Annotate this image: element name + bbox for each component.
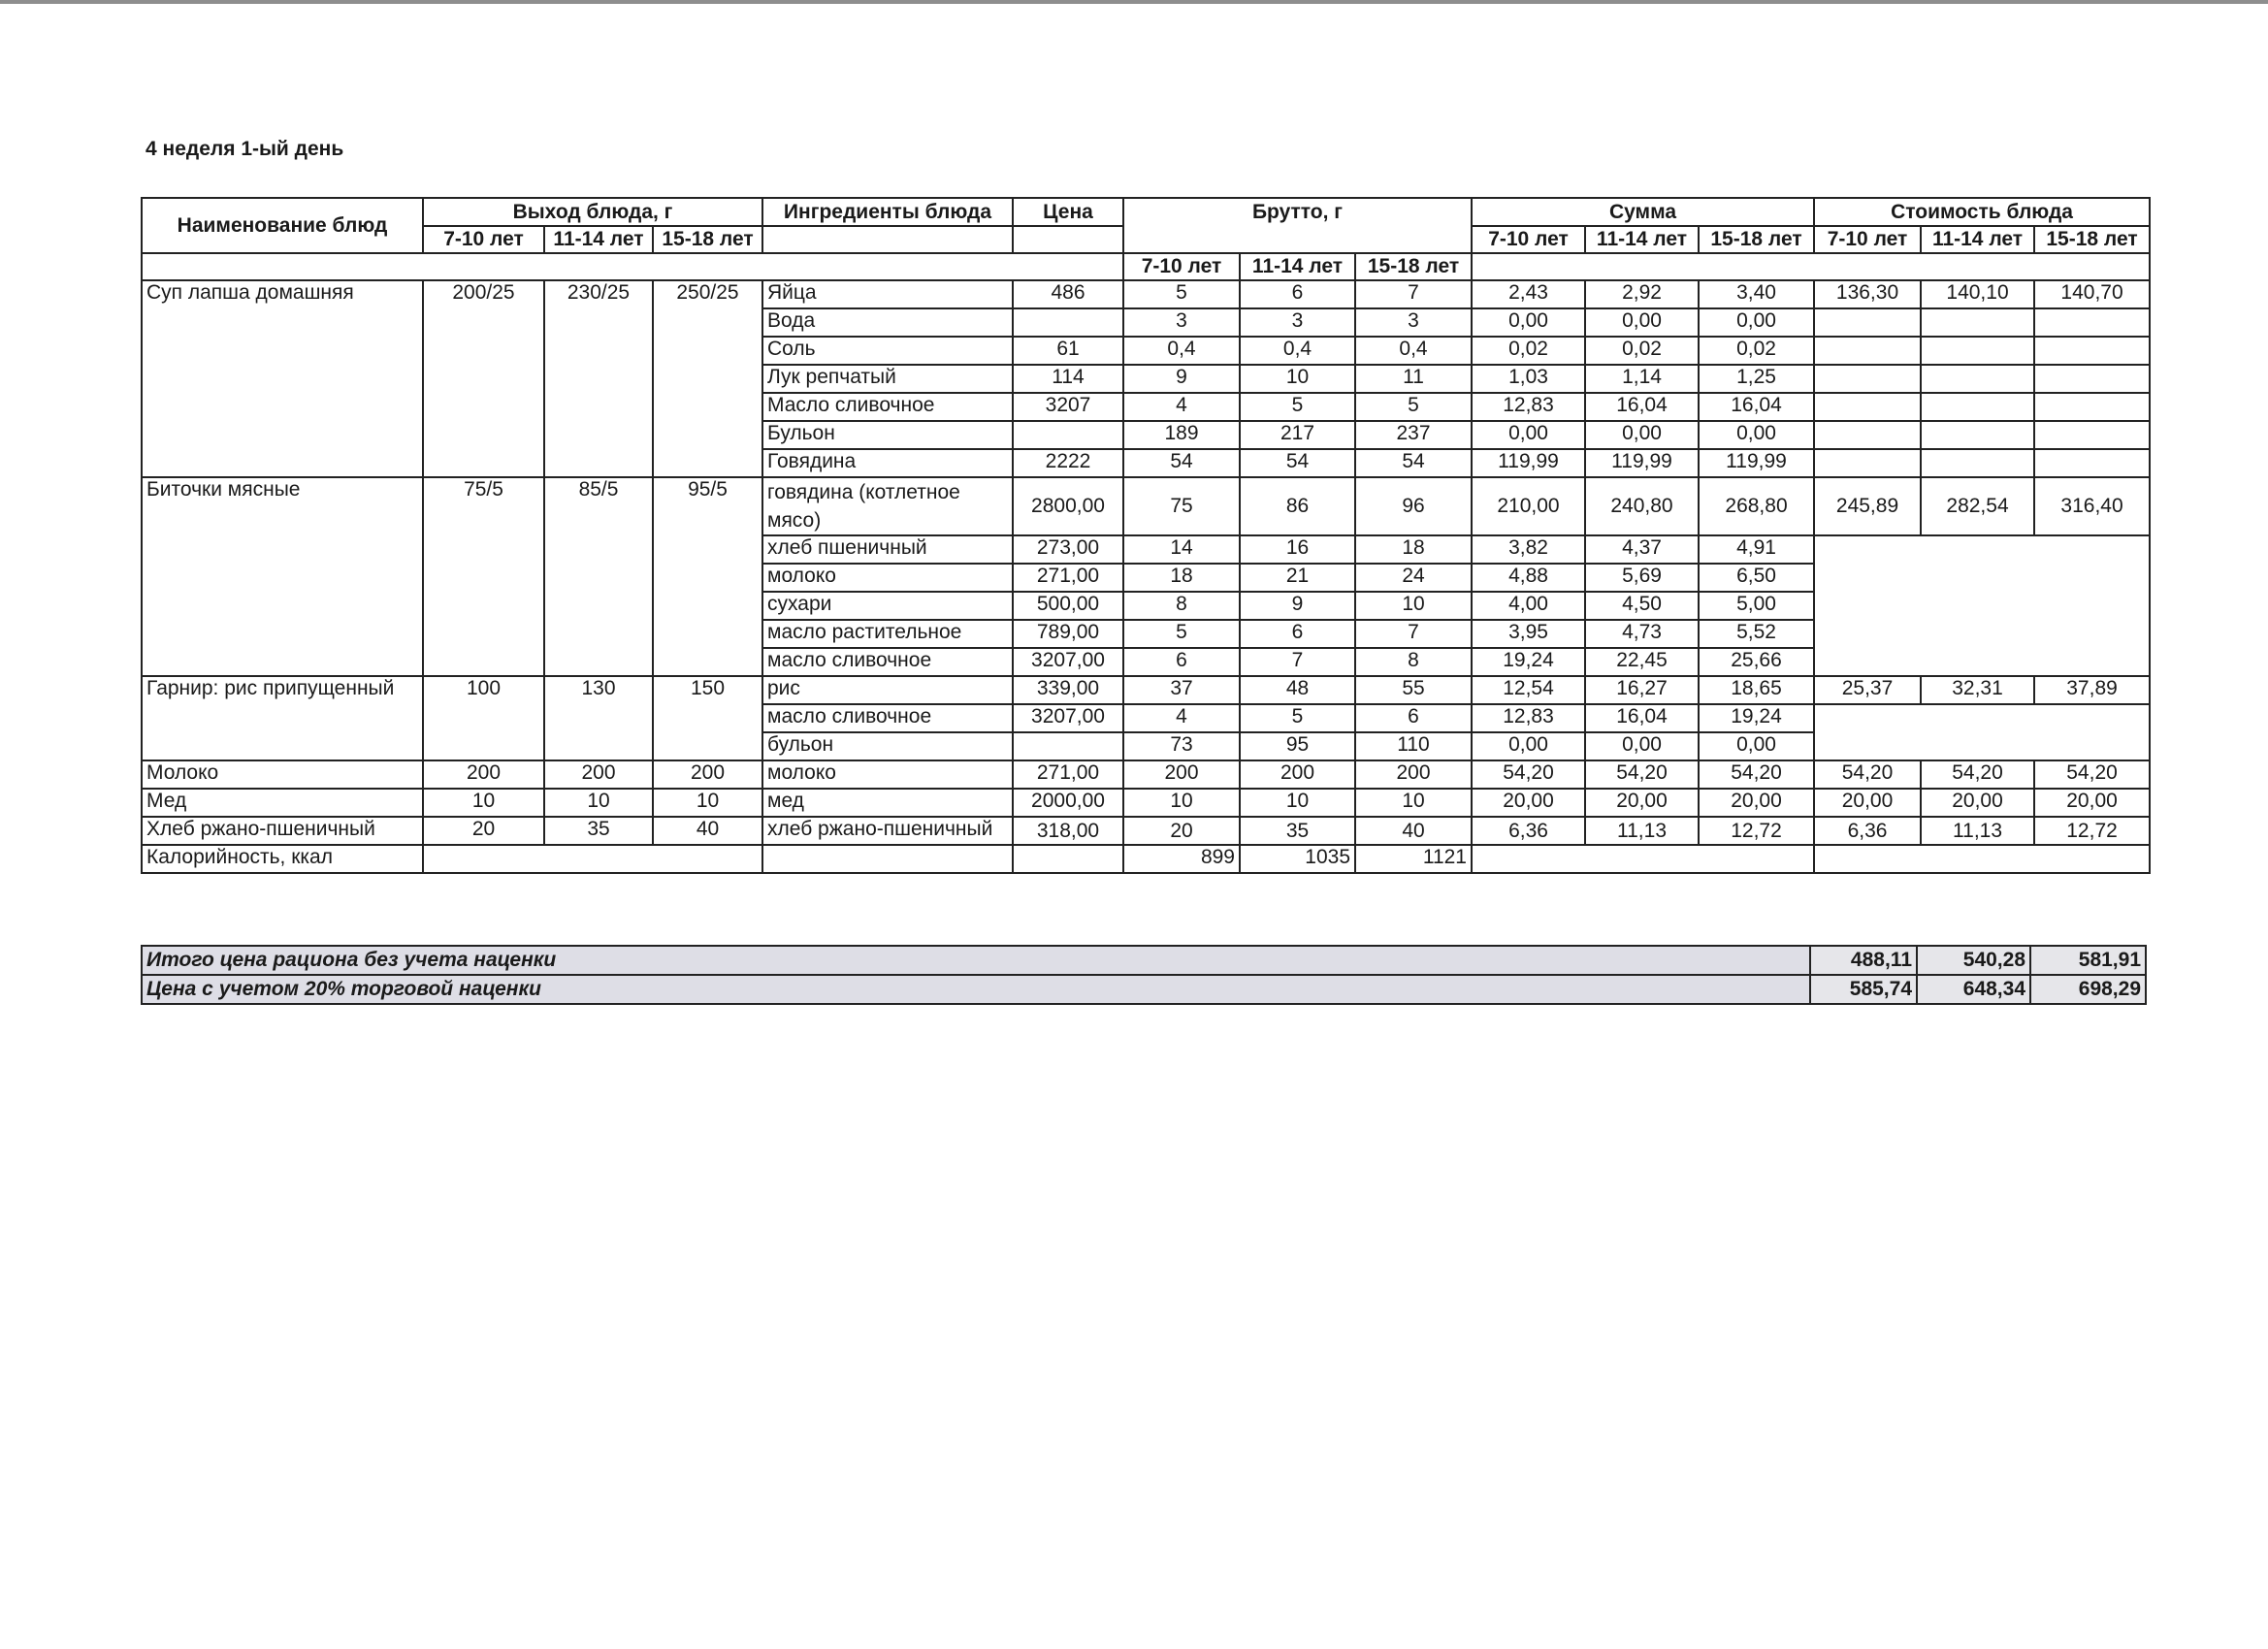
ingredient-brutto: 18 (1355, 535, 1472, 564)
dish-cost: 282,54 (1921, 477, 2034, 535)
ingredient-price: 500,00 (1013, 592, 1123, 620)
ingredient-sum: 0,00 (1472, 732, 1585, 760)
dish-cost: 54,20 (1921, 760, 2034, 789)
ingredient-brutto: 0,4 (1240, 337, 1355, 365)
ingredient-row (142, 789, 2150, 817)
dish-cost-blank (1921, 365, 2034, 393)
dish-cost-blank (1814, 704, 2150, 760)
dish-cost-blank (1814, 421, 1921, 449)
dish-cost-blank (1921, 421, 2034, 449)
dish-yield: 85/5 (544, 477, 653, 676)
ingredient-sum: 2,43 (1472, 280, 1585, 308)
ingredient-sum: 5,69 (1585, 564, 1699, 592)
header-right-spacer (1472, 253, 2150, 280)
ingredient-sum: 4,50 (1585, 592, 1699, 620)
dish-yield: 130 (544, 676, 653, 760)
ingredient-brutto: 54 (1240, 449, 1355, 477)
total-row-base (142, 946, 2146, 975)
ingredient-name: Лук репчатый (762, 365, 1013, 393)
header-price-blank (1013, 226, 1123, 253)
ingredient-sum: 3,95 (1472, 620, 1585, 648)
ingredient-price (1013, 732, 1123, 760)
ingredient-brutto: 6 (1123, 648, 1240, 676)
ingredient-sum: 119,99 (1472, 449, 1585, 477)
header-dish-name: Наименование блюд (142, 198, 423, 253)
header-price: Цена (1013, 198, 1123, 226)
ingredient-sum: 1,25 (1699, 365, 1814, 393)
ingredient-row (142, 676, 2150, 704)
dish-cost-blank (2034, 308, 2150, 337)
total-base-11-14: 540,28 (1917, 946, 2030, 975)
total-markup-label: Цена с учетом 20% торговой наценки (142, 975, 1810, 1004)
header-brutto: Брутто, г (1123, 198, 1472, 253)
ingredient-brutto: 9 (1240, 592, 1355, 620)
ingredient-brutto: 200 (1123, 760, 1240, 789)
ingredient-brutto: 14 (1123, 535, 1240, 564)
ingredient-sum: 0,02 (1699, 337, 1814, 365)
ingredient-sum: 1,14 (1585, 365, 1699, 393)
ingredient-brutto: 3 (1355, 308, 1472, 337)
dish-cost: 54,20 (1814, 760, 1921, 789)
ingredient-price: 789,00 (1013, 620, 1123, 648)
dish-cost-blank (1814, 535, 2150, 676)
ingredient-name: Говядина (762, 449, 1013, 477)
ingredient-sum: 6,36 (1472, 817, 1585, 845)
ingredient-sum: 0,00 (1585, 308, 1699, 337)
ingredient-brutto: 11 (1355, 365, 1472, 393)
ingredient-sum: 4,88 (1472, 564, 1585, 592)
menu-cost-table (141, 197, 2151, 874)
ingredient-sum: 0,00 (1472, 308, 1585, 337)
dish-cost-blank (2034, 337, 2150, 365)
ingredient-brutto: 110 (1355, 732, 1472, 760)
ingredient-sum: 20,00 (1472, 789, 1585, 817)
ingredient-price: 271,00 (1013, 564, 1123, 592)
ingredient-price: 273,00 (1013, 535, 1123, 564)
ingredient-brutto: 20 (1123, 817, 1240, 845)
dish-yield: 250/25 (653, 280, 762, 477)
dish-cost-blank (1921, 393, 2034, 421)
header-dish-cost: Стоимость блюда (1814, 198, 2150, 226)
ingredient-sum: 4,91 (1699, 535, 1814, 564)
ingredient-sum: 3,82 (1472, 535, 1585, 564)
ingredient-name: хлеб пшеничный (762, 535, 1013, 564)
dish-yield: 40 (653, 817, 762, 845)
dish-cost: 32,31 (1921, 676, 2034, 704)
header-brutto-age-15-18: 15-18 лет (1355, 253, 1472, 280)
dish-name: Биточки мясные (142, 477, 423, 676)
ingredient-price: 2222 (1013, 449, 1123, 477)
ingredient-price: 318,00 (1013, 817, 1123, 845)
header-yield-age-7-10: 7-10 лет (423, 226, 544, 253)
header-yield: Выход блюда, г (423, 198, 762, 226)
ingredient-name: Яйца (762, 280, 1013, 308)
dish-name: Молоко (142, 760, 423, 789)
dish-cost-blank (2034, 393, 2150, 421)
dish-yield: 20 (423, 817, 544, 845)
dish-cost: 37,89 (2034, 676, 2150, 704)
header-cost-age-11-14: 11-14 лет (1921, 226, 2034, 253)
ingredient-name: бульон (762, 732, 1013, 760)
totals-table (141, 945, 2147, 1005)
total-base-7-10: 488,11 (1810, 946, 1917, 975)
ingredient-sum: 0,02 (1585, 337, 1699, 365)
ingredient-sum: 4,37 (1585, 535, 1699, 564)
ingredient-sum: 5,52 (1699, 620, 1814, 648)
ingredient-sum: 119,99 (1699, 449, 1814, 477)
ingredient-brutto: 5 (1240, 393, 1355, 421)
ingredient-sum: 12,83 (1472, 393, 1585, 421)
ingredient-brutto: 5 (1123, 280, 1240, 308)
ingredient-brutto: 54 (1123, 449, 1240, 477)
ingredient-sum: 0,00 (1585, 421, 1699, 449)
ingredient-sum: 210,00 (1472, 477, 1585, 535)
dish-cost-blank (1814, 337, 1921, 365)
ingredient-brutto: 0,4 (1123, 337, 1240, 365)
ingredient-sum: 5,00 (1699, 592, 1814, 620)
ingredient-name: Вода (762, 308, 1013, 337)
total-row-markup (142, 975, 2146, 1004)
ingredient-price: 486 (1013, 280, 1123, 308)
ingredient-brutto: 3 (1123, 308, 1240, 337)
dish-yield: 10 (544, 789, 653, 817)
ingredient-price: 2000,00 (1013, 789, 1123, 817)
ingredient-sum: 6,50 (1699, 564, 1814, 592)
ingredient-name: рис (762, 676, 1013, 704)
ingredient-sum: 4,73 (1585, 620, 1699, 648)
dish-cost: 25,37 (1814, 676, 1921, 704)
ingredient-brutto: 6 (1240, 280, 1355, 308)
ingredient-sum: 0,00 (1699, 732, 1814, 760)
ingredient-sum: 12,83 (1472, 704, 1585, 732)
dish-cost-blank (1814, 449, 1921, 477)
header-yield-age-15-18: 15-18 лет (653, 226, 762, 253)
ingredient-brutto: 54 (1355, 449, 1472, 477)
ingredient-price: 339,00 (1013, 676, 1123, 704)
dish-cost-blank (1921, 337, 2034, 365)
dish-yield: 150 (653, 676, 762, 760)
ingredient-sum: 18,65 (1699, 676, 1814, 704)
calories-value-7-10: 899 (1123, 845, 1240, 873)
ingredient-sum: 54,20 (1472, 760, 1585, 789)
ingredient-brutto: 95 (1240, 732, 1355, 760)
ingredient-brutto: 75 (1123, 477, 1240, 535)
dish-yield: 10 (423, 789, 544, 817)
ingredient-sum: 54,20 (1585, 760, 1699, 789)
dish-name: Мед (142, 789, 423, 817)
ingredient-brutto: 10 (1123, 789, 1240, 817)
ingredient-brutto: 6 (1355, 704, 1472, 732)
ingredient-brutto: 0,4 (1355, 337, 1472, 365)
ingredient-sum: 240,80 (1585, 477, 1699, 535)
dish-cost-blank (1921, 308, 2034, 337)
dish-cost: 245,89 (1814, 477, 1921, 535)
header-sum-age-11-14: 11-14 лет (1585, 226, 1699, 253)
ingredient-price (1013, 308, 1123, 337)
header-brutto-age-11-14: 11-14 лет (1240, 253, 1355, 280)
ingredient-brutto: 10 (1355, 789, 1472, 817)
ingredient-brutto: 18 (1123, 564, 1240, 592)
ingredient-sum: 54,20 (1699, 760, 1814, 789)
ingredient-sum: 19,24 (1472, 648, 1585, 676)
ingredient-name: сухари (762, 592, 1013, 620)
ingredient-row (142, 760, 2150, 789)
dish-cost: 20,00 (2034, 789, 2150, 817)
ingredient-price: 114 (1013, 365, 1123, 393)
calories-value-11-14: 1035 (1240, 845, 1355, 873)
ingredient-brutto: 35 (1240, 817, 1355, 845)
ingredient-brutto: 10 (1240, 789, 1355, 817)
ingredient-brutto: 37 (1123, 676, 1240, 704)
ingredient-row (142, 817, 2150, 845)
ingredient-brutto: 55 (1355, 676, 1472, 704)
dish-yield: 230/25 (544, 280, 653, 477)
header-sum-age-15-18: 15-18 лет (1699, 226, 1814, 253)
header-sum-age-7-10: 7-10 лет (1472, 226, 1585, 253)
ingredient-sum: 0,00 (1699, 421, 1814, 449)
dish-yield: 95/5 (653, 477, 762, 676)
ingredient-brutto: 21 (1240, 564, 1355, 592)
dish-name: Гарнир: рис припущенный (142, 676, 423, 760)
ingredient-sum: 12,72 (1699, 817, 1814, 845)
calories-label: Калорийность, ккал (142, 845, 423, 873)
dish-cost-blank (1814, 365, 1921, 393)
calories-cost-blank (1814, 845, 2150, 873)
dish-cost: 6,36 (1814, 817, 1921, 845)
ingredient-brutto: 217 (1240, 421, 1355, 449)
header-cost-age-7-10: 7-10 лет (1814, 226, 1921, 253)
header-brutto-age-7-10: 7-10 лет (1123, 253, 1240, 280)
ingredient-brutto: 6 (1240, 620, 1355, 648)
dish-yield: 35 (544, 817, 653, 845)
ingredient-brutto: 189 (1123, 421, 1240, 449)
calories-sum-blank (1472, 845, 1814, 873)
dish-yield: 200/25 (423, 280, 544, 477)
ingredient-brutto: 5 (1240, 704, 1355, 732)
ingredient-brutto: 4 (1123, 393, 1240, 421)
ingredient-sum: 12,54 (1472, 676, 1585, 704)
ingredient-price: 271,00 (1013, 760, 1123, 789)
ingredient-sum: 25,66 (1699, 648, 1814, 676)
ingredient-name: мед (762, 789, 1013, 817)
ingredient-price: 3207,00 (1013, 648, 1123, 676)
ingredient-sum: 3,40 (1699, 280, 1814, 308)
header-yield-age-11-14: 11-14 лет (544, 226, 653, 253)
dish-yield: 100 (423, 676, 544, 760)
ingredient-name: масло растительное (762, 620, 1013, 648)
ingredient-brutto: 40 (1355, 817, 1472, 845)
ingredient-sum: 268,80 (1699, 477, 1814, 535)
ingredient-name: молоко (762, 760, 1013, 789)
dish-yield: 10 (653, 789, 762, 817)
ingredient-brutto: 8 (1123, 592, 1240, 620)
dish-cost: 20,00 (1921, 789, 2034, 817)
ingredient-brutto: 48 (1240, 676, 1355, 704)
ingredient-sum: 19,24 (1699, 704, 1814, 732)
dish-yield: 200 (653, 760, 762, 789)
ingredient-brutto: 237 (1355, 421, 1472, 449)
ingredient-brutto: 8 (1355, 648, 1472, 676)
dish-cost: 54,20 (2034, 760, 2150, 789)
dish-cost-blank (1921, 449, 2034, 477)
ingredient-sum: 119,99 (1585, 449, 1699, 477)
calories-value-15-18: 1121 (1355, 845, 1472, 873)
dish-cost-blank (2034, 449, 2150, 477)
dish-cost: 136,30 (1814, 280, 1921, 308)
ingredient-name: Масло сливочное (762, 393, 1013, 421)
ingredient-sum: 2,92 (1585, 280, 1699, 308)
ingredient-brutto: 16 (1240, 535, 1355, 564)
ingredient-brutto: 86 (1240, 477, 1355, 535)
calories-yield-blank (423, 845, 762, 873)
ingredient-brutto: 7 (1355, 620, 1472, 648)
ingredient-brutto: 200 (1355, 760, 1472, 789)
dish-cost: 140,10 (1921, 280, 2034, 308)
ingredient-sum: 0,00 (1699, 308, 1814, 337)
ingredient-sum: 0,00 (1585, 732, 1699, 760)
ingredient-name: Соль (762, 337, 1013, 365)
ingredient-brutto: 4 (1123, 704, 1240, 732)
dish-cost: 12,72 (2034, 817, 2150, 845)
ingredient-brutto: 10 (1355, 592, 1472, 620)
total-base-label: Итого цена рациона без учета наценки (142, 946, 1810, 975)
ingredient-price: 3207,00 (1013, 704, 1123, 732)
header-ingredients: Ингредиенты блюда (762, 198, 1013, 226)
total-markup-11-14: 648,34 (1917, 975, 2030, 1004)
scan-top-edge (0, 0, 2268, 4)
ingredient-sum: 16,04 (1585, 393, 1699, 421)
ingredient-sum: 20,00 (1699, 789, 1814, 817)
total-base-15-18: 581,91 (2030, 946, 2146, 975)
dish-cost: 140,70 (2034, 280, 2150, 308)
ingredient-sum: 4,00 (1472, 592, 1585, 620)
ingredient-name: Бульон (762, 421, 1013, 449)
dish-name: Суп лапша домашняя (142, 280, 423, 477)
ingredient-sum: 16,04 (1585, 704, 1699, 732)
total-markup-7-10: 585,74 (1810, 975, 1917, 1004)
ingredient-sum: 1,03 (1472, 365, 1585, 393)
ingredient-row (142, 477, 2150, 535)
header-sum: Сумма (1472, 198, 1814, 226)
ingredient-brutto: 7 (1240, 648, 1355, 676)
ingredient-name: молоко (762, 564, 1013, 592)
ingredient-row (142, 280, 2150, 308)
ingredient-name: говядина (котлетное мясо) (762, 477, 1013, 535)
ingredient-sum: 0,00 (1472, 421, 1585, 449)
ingredient-price: 2800,00 (1013, 477, 1123, 535)
ingredient-sum: 0,02 (1472, 337, 1585, 365)
ingredient-brutto: 5 (1123, 620, 1240, 648)
ingredient-brutto: 24 (1355, 564, 1472, 592)
header-ingredients-blank (762, 226, 1013, 253)
dish-cost-blank (1814, 308, 1921, 337)
dish-cost-blank (2034, 421, 2150, 449)
ingredient-brutto: 96 (1355, 477, 1472, 535)
dish-yield: 75/5 (423, 477, 544, 676)
ingredient-brutto: 200 (1240, 760, 1355, 789)
header-brutto-spacer (142, 253, 1123, 280)
ingredient-price (1013, 421, 1123, 449)
ingredient-brutto: 10 (1240, 365, 1355, 393)
dish-cost: 11,13 (1921, 817, 2034, 845)
dish-name: Хлеб ржано-пшеничный (142, 817, 423, 845)
calories-ingredients-blank (762, 845, 1013, 873)
dish-cost: 20,00 (1814, 789, 1921, 817)
dish-cost-blank (2034, 365, 2150, 393)
ingredient-sum: 16,27 (1585, 676, 1699, 704)
dish-yield: 200 (423, 760, 544, 789)
ingredient-sum: 20,00 (1585, 789, 1699, 817)
calories-price-blank (1013, 845, 1123, 873)
header-cost-age-15-18: 15-18 лет (2034, 226, 2150, 253)
dish-cost: 316,40 (2034, 477, 2150, 535)
page-title: 4 неделя 1-ый день (146, 138, 344, 160)
ingredient-name: хлеб ржано-пшеничный (762, 817, 1013, 845)
ingredient-sum: 16,04 (1699, 393, 1814, 421)
ingredient-name: масло сливочное (762, 704, 1013, 732)
ingredient-brutto: 3 (1240, 308, 1355, 337)
total-markup-15-18: 698,29 (2030, 975, 2146, 1004)
ingredient-brutto: 7 (1355, 280, 1472, 308)
ingredient-price: 3207 (1013, 393, 1123, 421)
ingredient-sum: 11,13 (1585, 817, 1699, 845)
ingredient-price: 61 (1013, 337, 1123, 365)
ingredient-name: масло сливочное (762, 648, 1013, 676)
ingredient-sum: 22,45 (1585, 648, 1699, 676)
dish-yield: 200 (544, 760, 653, 789)
dish-cost-blank (1814, 393, 1921, 421)
ingredient-brutto: 73 (1123, 732, 1240, 760)
ingredient-brutto: 5 (1355, 393, 1472, 421)
ingredient-brutto: 9 (1123, 365, 1240, 393)
